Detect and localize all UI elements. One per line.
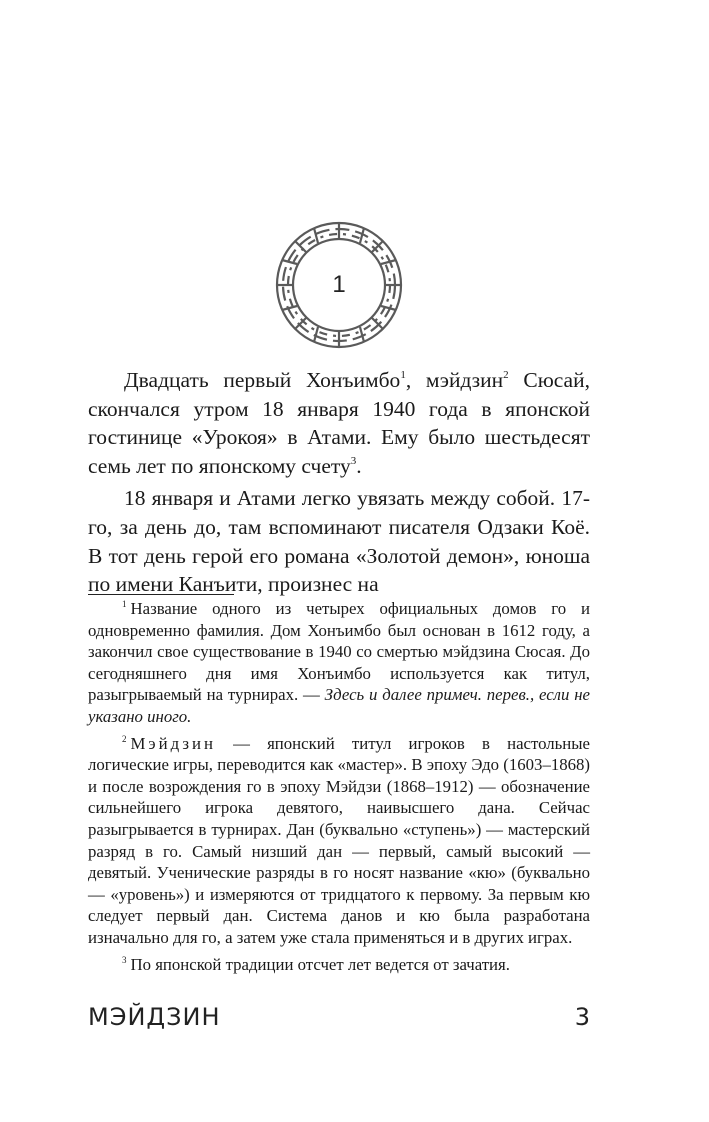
footnote-2: $^2$ Мэйдзин — японский титул игроков в настольные логические игры, переводится как «мастер». В эпоху Эдо (1603–1868) и после возрождения го в эпоху Мэйдзи (1868–1912) — обозначение сильнейшего игрока девятого, наивысшего дана. Сейчас разыгрывается в турнирах. Дан (буквально «ступень») — мастерский разряд в го. Самый низший дан — первый, самый высокий — девятый. Ученические разряды в го носят название «кю» (буквально — «уровень») и измеряются от тридцатого к первому. За первым кю следует первый дан. Система данов и кю была разработана изначально для го, а затем уже стала применяться и в других играх. <box>88 733 590 947</box>
footnote-ref-1[interactable]: 1 <box>400 369 406 381</box>
footnote-ref-3[interactable]: 3 <box>350 454 357 467</box>
footnote-term: Мэйдзин <box>130 733 216 753</box>
footnote-1: $^1$ Название одного из четырех официальных домов го и одновременно фамилия. Дом Хонъимбо был основан в 1612 году, а закончил свое существование в 1940 со смертью мэйдзина Сюсая. До сегодняшнего дня имя Хонъимбо используется как титул, разыгрываемый на турнирах. — Здесь и далее примеч. перев., если не указано иного. <box>88 599 590 726</box>
footnote-marker: 2 <box>122 733 127 744</box>
page-number: 3 <box>574 1003 590 1031</box>
footnote-divider <box>88 594 234 595</box>
footnote-marker: 1 <box>122 599 127 609</box>
main-text <box>88 366 590 599</box>
footnote-3: $^3$ По японской традиции отсчет лет ведется от зачатия. <box>122 954 510 974</box>
paragraph: 18 января и Атами легко увязать между собой. 17-го, за день до, там вспоминают писателя Одзаки Коё. В тот день герой его романа «Золотой демон», юноша по имени Канъити, произнес на <box>88 486 590 597</box>
running-footer-title: МЭЙДЗИН <box>88 1003 221 1031</box>
footnote-marker: 3 <box>122 954 127 965</box>
chapter-number: 1 <box>332 271 346 298</box>
footnote-ref-2[interactable]: 2 <box>503 369 509 381</box>
paragraph: Двадцать первый Хонъимбо$^1$, мэйдзин$^2$ Сюсай, скончался утром 18 января 1940 года в японской гостинице «Урокоя» в Атами. Ему было шестьдесят семь лет по японскому счету$^3$. <box>88 368 590 478</box>
footnotes <box>88 598 590 975</box>
